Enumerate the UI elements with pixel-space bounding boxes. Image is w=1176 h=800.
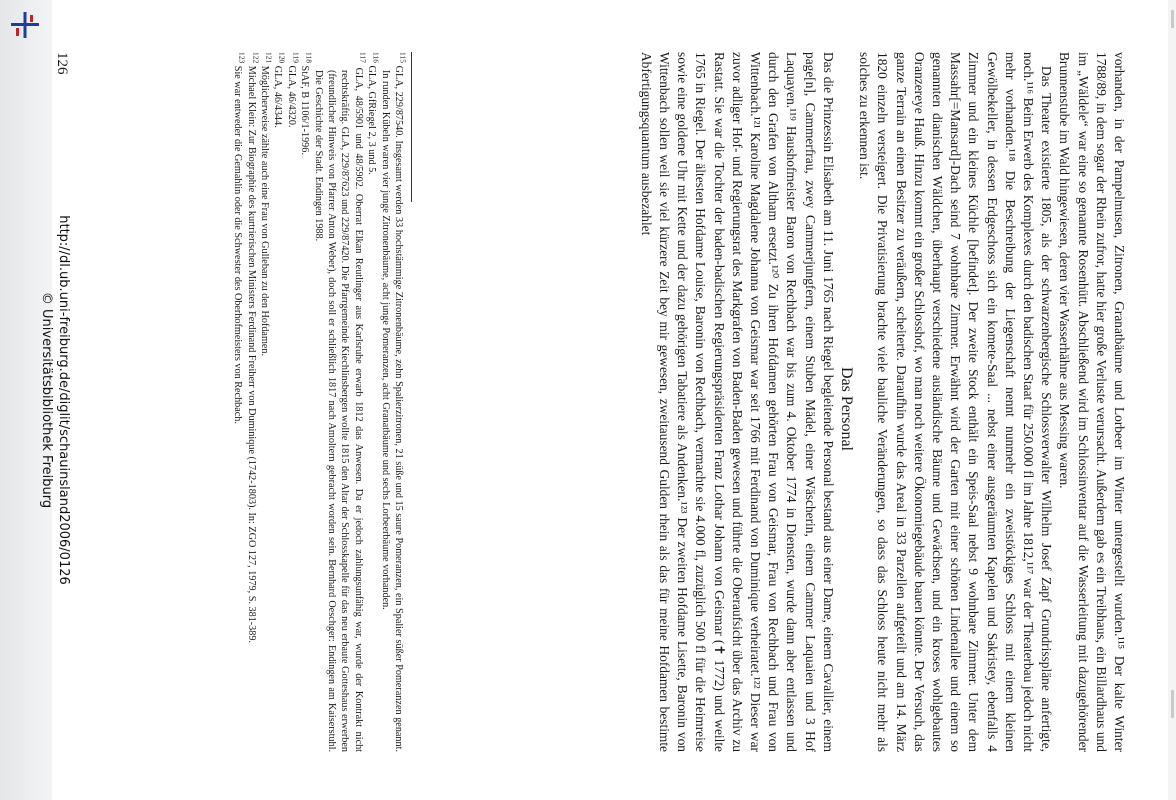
section-heading: Das Personal: [837, 367, 855, 451]
footnote: $^{117}$ GLA, 48/5901 und 48/5902. Oberrat Elkan Reutlinger aus Karlsruhe erwarb 1812 das Anwesen. Da er jedoch zahlungsunfähig war, wurde der Kontrakt nicht rechtskräftig. GLA, 229/87623 und 229/87420. Die Pfarrgemeinde Kiechlinsbergen wollte 1815 den Altar der Schlosskapelle für das neu erbaute Gotteshaus erwerben (freundlicher Hinweis von Pfarrer Anton Weber), doch soll er schließlich 1817 nach Amoltern gebracht worden sein. Bernhard Oeschger: Endingen am Kaiserstuhl. Die Geschichte der Stadt. Endingen 1988.: [312, 52, 368, 753]
scanned-page: [26, 0, 1150, 800]
page-url-footer: [38, 0, 72, 800]
footnote: $^{116}$ GLA, GfRiegel 2, 3 und 5.: [366, 52, 381, 175]
footnote: $^{122}$ Michael Klein: Zur Biographie des kurtrierischen Ministers Ferdinand Freiherr von Duminique (1742-1803). In: ZGO 127, 1979, S. 381-389.: [245, 52, 260, 643]
scrollbar[interactable]: [1168, 0, 1176, 800]
footnote-divider: [411, 52, 412, 202]
body-text: [637, 52, 1128, 752]
copyright-notice: © Universitätsbibliothek Freiburg: [39, 291, 54, 509]
page-url[interactable]: http://dl.ub.uni-freiburg.de/diglit/schauinsland2006/0126: [56, 215, 71, 585]
paragraph: Das die Prinzessin Elisabeth am 11. Juni 1765 nach Riegel begleitende Personal bestand aus einer Dame, einem Cavallier, einem page[n], Cammerfrau, zwey Cammerjungfern, einem Stuben Mädel, einer Wäscherin, einem Cammer Laquaien und 3 Hof Laquayen.¹¹⁹ Haushofmeister Baron von Rechbach war bis zum 4. Oktober 1774 in Diensten, wurde dann aber entlassen und durch den Grafen von Altham ersetzt.¹²⁰ Zu ihren Hofdamen gehörten Frau von Geismar, Frau von Rechbach und Frau von Wittenbach.¹²¹ Karoline Magdalene Johanna von Geismar war seit 1766 mit Ferdinand von Duminique verheiratet.¹²² Dieser war zuvor adliger Hof- und Regierungsrat des Markgrafen von Baden-Baden gewesen und führte die Oberaufsicht über das Archiv zu Rastatt. Sie war die Tochter der baden-badischen Regierungspräsidenten Franz Lothar Johann von Geismar (✝ 1772) und weilte 1765 in Riegel. Der ältesten Hofdame Louise, Baronin von Rechbach, vermachte sie 4.000 fl, zuzüglich 500 fl für die Heimreise sowie eine goldene Uhr mit Kette und der dazu gehörigen Tabatiere als Andenken.¹²³ Der zweiten Hofdame Lisette, Baronin von Wittenbach sollen weil sie viel kürzere Zeit bey mir gewesen, zweitausend Gulden rhein als das für meine Hofdamen bestimte Abfertigungsquantum ausbezahlet: [638, 52, 836, 752]
paragraph: Das Theater existierte 1805, als der schwarzenbergische Schlossverwalter Wilhelm Josef Zapf Grundrisspläne anfertigte, noch.¹¹⁶ Beim Erwerb des Komplexes durch den badischen Staat für 250.000 fl im Jahre 1812,¹¹⁷ war der Theaterbau jedoch nicht mehr vorhanden.¹¹⁸ Die Beschreibung der Liegenschaft nennt nunmehr ein zweistöckiges Schloss mit einem kleinen Gewölbekeller, in dessen Erdgeschoss sich ein komete-Saal ... nebst einer ausgeräumten Kapelen und Sakristey, ebenfalls 4 Zimmer und ein kleines Küchle [befindet]. Der zweite Stock enthält ein Speis-Saal nebst 9 wohnbare Zimmer. Unter dem Massahr[=Mansard]-Dach seind 7 wohnbare Zimmer. Erwähnt wird der Garten mit einer schönen Lindenallee und einem so genannten dianischen Wäldchen, überhaupt verschiedene ausländische Bäume und Gewächsen, und ein kroses wohlgebautes Oranzereye Hauß. Hinzu kommt ein großer Schlosshof, wo man noch weitere Ökonomiegebäude bauen könnte. Der Versuch, das ganze Terrain an einen Besitzer zu veräußern, scheiterte. Daraufhin wurde das Areal in 33 Parzellen aufgeteilt und am 14. März 1820 einzeln versteigert. Die Privatisierung brachte viele bauliche Veränderungen, so dass das Schloss heute nicht mehr als solches zu erkennen ist.: [857, 52, 1055, 752]
page-number: 126: [54, 52, 70, 75]
footnote: $^{123}$ Sie war entweder die Gemahlin oder die Schwester des Oberhofmeisters von Rechbach.: [232, 52, 247, 424]
paragraph: vorhanden, in der Pampelmusen, Zitronen, Granatbäume und Lorbeer im Winter untergestellt wurden.¹¹⁵ Der kalte Winter 1788/89, in dem sogar der Rhein zufror, hatte hier große Verluste verursacht. Außerdem gab es ein Treibhaus, ein Billardhaus und im „Wäldele“ war eine so genannte Rosenhütt. Abschließend wird im Schlossinventar auf die Wasserleitung mit dazugehörender Brunnenstube im Wald hingewiesen, deren vier Wasserhähne aus Messing waren.: [1057, 52, 1127, 752]
footnote: $^{115}$ GLA, 229/87540. Insgesamt werden 33 hochstämmige Zitronenbäume, zehn Spalierzitronen, 21 süße und 15 saure Pomeranzen, ein Spalier süßer Pomeranzen genannt. In runden Kübeln waren vier junge Zitronenbäume, acht junge Pomeranzen, acht Granatbäume und sechs Lorbeerbäume vorhanden.: [379, 52, 408, 752]
footnote: $^{119}$ GLA, 46/4320.: [285, 52, 301, 128]
footnote: $^{118}$ StAF, B 1106/1-1996.: [299, 52, 314, 155]
footnote: $^{120}$ GLA, 46/4344.: [272, 52, 287, 128]
footnotes: [231, 52, 412, 752]
footnote: $^{121}$ Möglicherweise zählte auch eine Frau von Gulleban zu den Hofdamen.: [258, 52, 274, 357]
